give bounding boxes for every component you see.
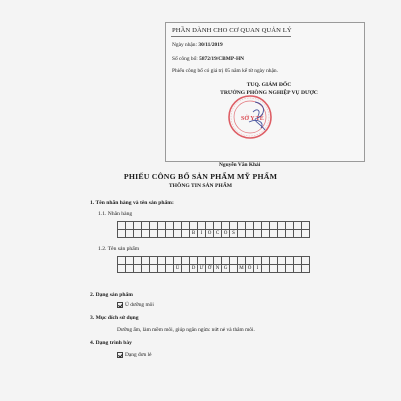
product-char-grid xyxy=(117,256,310,273)
grid-char-cell: S xyxy=(230,230,238,238)
document-subtitle: THÔNG TIN SẢN PHẨM xyxy=(168,183,233,189)
grid-cell xyxy=(302,230,310,238)
grid-cell xyxy=(262,222,270,230)
grid-cell xyxy=(126,222,134,230)
grid-cell xyxy=(166,257,174,265)
grid-cell xyxy=(270,230,278,238)
received-date-line xyxy=(172,42,223,48)
brand-char-grid xyxy=(117,221,310,238)
grid-cell xyxy=(198,222,206,230)
official-use-box xyxy=(165,22,365,168)
grid-cell xyxy=(278,230,286,238)
section-2-heading: 2. Dạng sản phẩm xyxy=(90,292,133,298)
grid-cell xyxy=(158,265,166,273)
grid-char-cell: O xyxy=(222,230,230,238)
grid-cell xyxy=(158,230,166,238)
grid-cell xyxy=(198,257,206,265)
brand-label: 1.1. Nhãn hàng xyxy=(98,211,133,217)
grid-cell xyxy=(190,257,198,265)
grid-char-cell: G xyxy=(222,265,230,273)
grid-cell xyxy=(150,265,158,273)
grid-char-cell: Ư xyxy=(198,265,206,273)
checked-box-icon xyxy=(117,302,123,308)
product-form-value: Ủ dưỡng môi xyxy=(125,302,154,308)
grid-cell xyxy=(278,265,286,273)
grid-cell xyxy=(190,222,198,230)
grid-cell xyxy=(174,230,182,238)
grid-char-cell: C xyxy=(214,230,222,238)
grid-cell xyxy=(262,230,270,238)
grid-cell xyxy=(214,257,222,265)
grid-cell xyxy=(294,230,302,238)
grid-cell xyxy=(158,257,166,265)
product-label: 1.2. Tên sản phẩm xyxy=(98,246,140,252)
grid-cell xyxy=(118,222,126,230)
presentation-value: Dạng đơn lẻ xyxy=(125,352,152,358)
sign-title-2: TRƯỞNG PHÒNG NGHIỆP VỤ DƯỢC xyxy=(220,90,318,96)
grid-cell xyxy=(278,222,286,230)
grid-cell xyxy=(174,222,182,230)
grid-cell xyxy=(246,257,254,265)
grid-cell xyxy=(182,230,190,238)
grid-cell xyxy=(150,230,158,238)
validity-note: Phiếu công bố có giá trị 05 năm kể từ ngày nhận. xyxy=(172,68,278,74)
grid-cell xyxy=(254,222,262,230)
grid-cell xyxy=(142,230,150,238)
grid-cell xyxy=(134,257,142,265)
announcement-number-line xyxy=(172,56,244,62)
grid-cell xyxy=(286,265,294,273)
grid-cell xyxy=(134,265,142,273)
grid-cell xyxy=(246,222,254,230)
received-label: Ngày nhận: xyxy=(172,42,198,48)
grid-cell xyxy=(158,222,166,230)
grid-cell xyxy=(166,222,174,230)
section-4-heading: 4. Dạng trình bày xyxy=(90,340,132,346)
announcement-number: 5872/19/CBMP-HN xyxy=(199,56,245,62)
grid-cell xyxy=(302,265,310,273)
grid-char-cell: I xyxy=(254,265,262,273)
number-label: Số công bố: xyxy=(172,56,198,62)
grid-char-cell: Ô xyxy=(246,265,254,273)
grid-cell xyxy=(238,230,246,238)
grid-char-cell xyxy=(182,265,190,273)
grid-char-cell: I xyxy=(198,230,206,238)
grid-cell xyxy=(134,222,142,230)
grid-char-cell: O xyxy=(206,230,214,238)
grid-cell xyxy=(270,222,278,230)
grid-cell xyxy=(166,230,174,238)
presentation-option xyxy=(117,352,152,358)
grid-cell xyxy=(126,257,134,265)
grid-cell xyxy=(238,222,246,230)
grid-cell xyxy=(302,257,310,265)
grid-char-cell: N xyxy=(214,265,222,273)
grid-cell xyxy=(142,222,150,230)
grid-char-cell: M xyxy=(238,265,246,273)
usage-purpose-text: Dưỡng ẩm, làm mềm môi, giúp ngăn ngừa: nứt nẻ và thâm môi. xyxy=(117,327,255,333)
seal-text: SỞ Y TẾ xyxy=(241,116,264,122)
product-form-option xyxy=(117,302,154,308)
grid-cell xyxy=(134,230,142,238)
grid-cell xyxy=(294,265,302,273)
grid-cell xyxy=(142,257,150,265)
grid-cell xyxy=(182,257,190,265)
grid-cell xyxy=(286,230,294,238)
received-date: 30/11/2019 xyxy=(198,42,223,48)
grid-cell xyxy=(278,257,286,265)
grid-cell xyxy=(262,257,270,265)
document-title: PHIẾU CÔNG BỐ SẢN PHẨM MỸ PHẨM xyxy=(123,172,278,181)
grid-cell xyxy=(230,257,238,265)
grid-char-cell: Ỡ xyxy=(206,265,214,273)
grid-cell xyxy=(118,230,126,238)
heading-underline xyxy=(171,36,291,37)
grid-cell xyxy=(246,230,254,238)
grid-cell xyxy=(150,257,158,265)
grid-cell xyxy=(294,222,302,230)
sign-title-1: TUQ. GIÁM ĐỐC xyxy=(246,82,292,88)
grid-cell xyxy=(174,257,182,265)
grid-cell xyxy=(118,257,126,265)
grid-cell xyxy=(238,257,246,265)
grid-cell xyxy=(230,222,238,230)
grid-cell xyxy=(206,257,214,265)
grid-cell xyxy=(142,265,150,273)
grid-cell xyxy=(302,222,310,230)
section-1-heading: 1. Tên nhãn hàng và tên sản phẩm: xyxy=(90,200,174,206)
grid-cell xyxy=(222,257,230,265)
grid-char-cell: Ủ xyxy=(174,265,182,273)
grid-cell xyxy=(254,230,262,238)
grid-cell xyxy=(206,222,214,230)
grid-cell xyxy=(286,257,294,265)
grid-cell xyxy=(214,222,222,230)
grid-cell xyxy=(286,222,294,230)
grid-cell xyxy=(118,265,126,273)
grid-cell xyxy=(294,257,302,265)
grid-cell xyxy=(126,230,134,238)
grid-cell xyxy=(182,222,190,230)
grid-cell xyxy=(270,257,278,265)
grid-cell xyxy=(166,265,174,273)
grid-cell xyxy=(222,222,230,230)
official-seal-icon xyxy=(227,94,273,140)
section-3-heading: 3. Mục đích sử dụng xyxy=(90,315,139,321)
grid-cell xyxy=(150,222,158,230)
grid-cell xyxy=(270,265,278,273)
checked-box-icon xyxy=(117,352,123,358)
signer-name: Nguyễn Văn Khải xyxy=(219,162,261,168)
grid-cell xyxy=(126,265,134,273)
grid-char-cell: D xyxy=(190,265,198,273)
official-heading: PHẦN DÀNH CHO CƠ QUAN QUẢN LÝ xyxy=(172,27,292,34)
grid-char-cell xyxy=(230,265,238,273)
grid-cell xyxy=(254,257,262,265)
grid-cell xyxy=(262,265,270,273)
grid-char-cell: B xyxy=(190,230,198,238)
